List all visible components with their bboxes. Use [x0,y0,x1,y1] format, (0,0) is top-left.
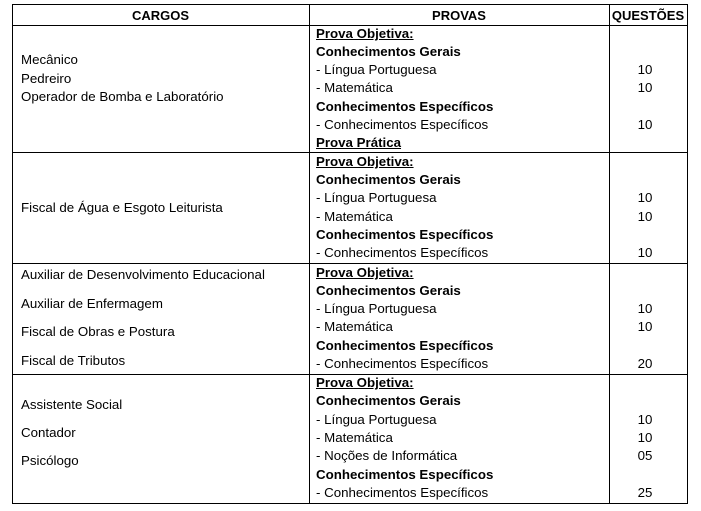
cargo-name: Fiscal de Obras e Postura [21,324,175,339]
table-border-bottom [12,503,688,504]
question-count: 05 [637,448,653,463]
section-heading: Conhecimentos Específicos [316,227,494,242]
table-border-top [12,4,688,5]
subject-item: - Matemática [316,430,393,445]
section-heading: Conhecimentos Gerais [316,44,461,59]
prova-heading: Prova Objetiva: [316,375,414,390]
cargo-name: Auxiliar de Enfermagem [21,296,163,311]
cargo-name: Contador [21,425,76,440]
exam-table [12,4,688,504]
question-count: 20 [637,356,653,371]
question-count: 10 [637,190,653,205]
question-count: 10 [637,209,653,224]
section-heading: Conhecimentos Gerais [316,393,461,408]
column-divider [309,4,310,504]
question-count: 10 [637,412,653,427]
subject-item: - Matemática [316,80,393,95]
question-count: 10 [637,245,653,260]
section-heading: Conhecimentos Gerais [316,283,461,298]
subject-item: - Conhecimentos Específicos [316,245,489,260]
header-provas: PROVAS [432,8,486,23]
table-border-left [12,4,13,504]
section-heading: Conhecimentos Específicos [316,99,494,114]
table-border-right [687,4,688,504]
cargo-name: Operador de Bomba e Laboratório [21,89,224,104]
header-questoes: QUESTÕES [611,8,685,23]
subject-item: - Língua Portuguesa [316,62,437,77]
cargo-name: Auxiliar de Desenvolvimento Educacional [21,267,265,282]
subject-item: - Língua Portuguesa [316,412,437,427]
header-cargos: CARGOS [131,8,190,23]
prova-heading: Prova Objetiva: [316,154,414,169]
question-count: 10 [637,301,653,316]
subject-item: - Conhecimentos Específicos [316,485,489,500]
question-count: 10 [637,80,653,95]
prova-heading: Prova Prática [316,135,402,150]
subject-item: - Língua Portuguesa [316,190,437,205]
cargo-name: Fiscal de Tributos [21,353,126,368]
question-count: 10 [637,62,653,77]
subject-item: - Matemática [316,319,393,334]
subject-item: - Língua Portuguesa [316,301,437,316]
question-count: 10 [637,117,653,132]
cargo-name: Assistente Social [21,397,123,412]
cargo-name: Psicólogo [21,453,79,468]
section-heading: Conhecimentos Específicos [316,338,494,353]
cargo-name: Fiscal de Água e Esgoto Leiturista [21,200,223,215]
subject-item: - Conhecimentos Específicos [316,356,489,371]
subject-item: - Conhecimentos Específicos [316,117,489,132]
section-heading: Conhecimentos Gerais [316,172,461,187]
question-count: 25 [637,485,653,500]
cargo-name: Pedreiro [21,71,72,86]
prova-heading: Prova Objetiva: [316,265,414,280]
subject-item: - Matemática [316,209,393,224]
section-heading: Conhecimentos Específicos [316,467,494,482]
prova-heading: Prova Objetiva: [316,26,414,41]
subject-item: - Noções de Informática [316,448,458,463]
question-count: 10 [637,430,653,445]
cargo-name: Mecânico [21,52,78,67]
question-count: 10 [637,319,653,334]
